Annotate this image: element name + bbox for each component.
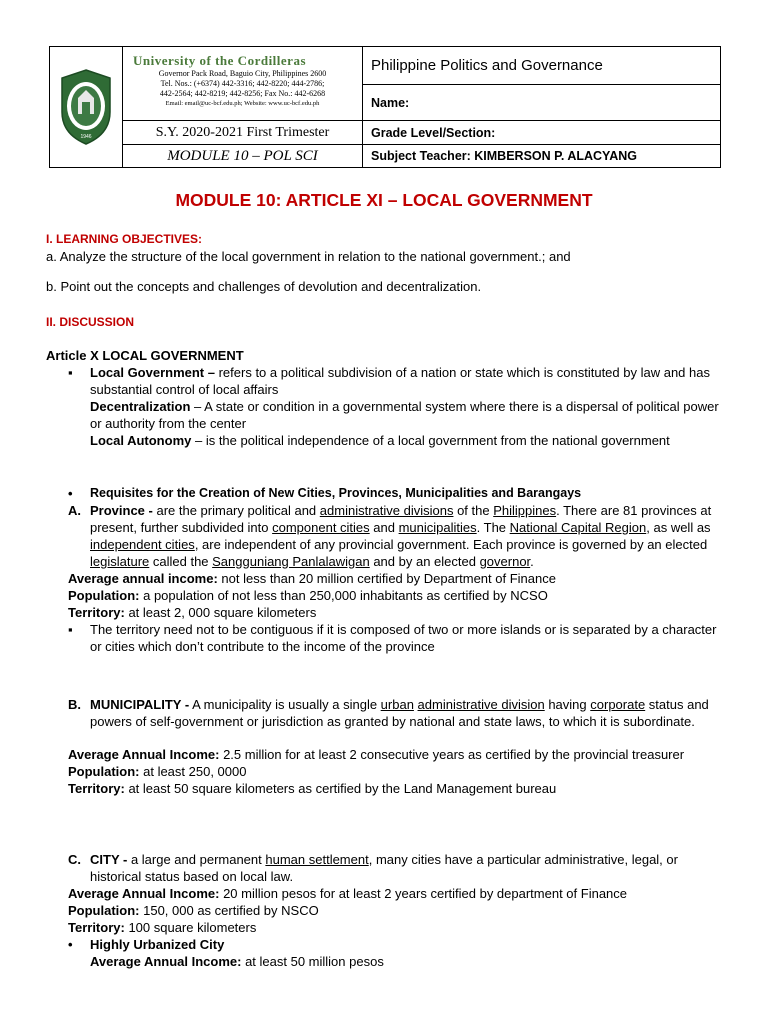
svg-text:1946: 1946 — [80, 134, 92, 140]
list-marker: C. — [68, 852, 81, 867]
municipality-description — [90, 696, 726, 730]
list-item — [46, 502, 726, 570]
grade-section-field[interactable]: Grade Level/Section: — [363, 121, 720, 145]
term: CITY - — [90, 852, 128, 867]
link-philippines[interactable]: Philippines — [493, 503, 557, 518]
list-item — [46, 936, 726, 953]
link-component-cities[interactable]: component cities — [272, 520, 370, 535]
municipality-population — [46, 763, 726, 780]
value: 150, 000 as certified by NSCO — [139, 903, 319, 918]
term: MUNICIPALITY - — [90, 697, 190, 712]
definition-local-autonomy — [90, 432, 726, 449]
link-urban[interactable]: urban — [380, 697, 414, 712]
text: , many cities have a particular administrative, legal, or historical status based on local law. — [90, 852, 678, 884]
square-bullet-icon: ▪ — [68, 365, 73, 380]
link-municipalities[interactable]: municipalities — [398, 520, 477, 535]
value: at least 50 square kilometers as certified by the Land Management bureau — [124, 781, 557, 796]
huc-income — [46, 953, 726, 970]
university-tel: Tel. Nos.: (+6374) 442-3316; 442-8220; 444-2786; — [160, 79, 325, 88]
university-name — [129, 53, 356, 69]
objective-b: b. Point out the concepts and challenges of devolution and decentralization. — [46, 279, 482, 294]
objectives-section — [46, 231, 726, 265]
university-email: Email: email@uc-bcf.edu.ph; Website: www.uc-bcf.edu.ph — [165, 100, 320, 107]
text: and — [369, 520, 399, 535]
text: and by an elected — [369, 554, 480, 569]
text: . The — [476, 520, 510, 535]
list-marker: A. — [68, 503, 81, 518]
term: Local Autonomy — [90, 433, 192, 448]
university-tel-2: 442-2564; 442-8219; 442-8256; Fax No.: 442-6268 — [159, 89, 326, 98]
label: Territory: — [68, 920, 125, 935]
list-item — [46, 485, 726, 502]
subject-teacher: Subject Teacher: KIMBERSON P. ALACYANG — [371, 149, 638, 163]
text: . There are 81 provinces at present, further subdivided into — [90, 503, 712, 535]
value: 2.5 million for at least 2 consecutive years as certified by the provincial treasurer — [219, 747, 685, 762]
info-column — [363, 47, 720, 167]
definition: – A state or condition in a governmental system where there is a dispersal of political power or authority from the center — [90, 399, 719, 431]
text: A municipality is usually a single — [189, 697, 381, 712]
text: called the — [149, 554, 213, 569]
value: 100 square kilometers — [124, 920, 257, 935]
university-seal-logo — [58, 68, 114, 146]
city-description — [90, 851, 726, 885]
value: at least 250, 0000 — [139, 764, 247, 779]
name-field[interactable]: Name: — [363, 85, 720, 121]
link-independent-cities[interactable]: independent cities — [90, 537, 195, 552]
round-bullet-icon: • — [68, 486, 73, 501]
value: 20 million pesos for at least 2 years certified by department of Finance — [219, 886, 628, 901]
term: Local Government – — [90, 365, 215, 380]
article-heading: Article X LOCAL GOVERNMENT — [46, 348, 244, 363]
link-administrative-divisions[interactable]: administrative divisions — [319, 503, 454, 518]
definition-decentralization — [90, 398, 726, 432]
link-human-settlement[interactable]: human settlement — [265, 852, 369, 867]
university-block — [123, 47, 362, 121]
list-item — [46, 621, 726, 655]
city-population — [46, 902, 726, 919]
list-marker: B. — [68, 697, 81, 712]
text: . — [530, 554, 534, 569]
link-sangguniang-panlalawigan[interactable]: Sangguniang Panlalawigan — [212, 554, 370, 569]
objective-a: a. Analyze the structure of the local government in relation to the national government.; and — [46, 249, 571, 264]
header-table — [49, 46, 721, 168]
value: not less than 20 million certified by Department of Finance — [217, 571, 556, 586]
definition-local-government — [90, 364, 726, 398]
province-description — [90, 502, 726, 570]
round-bullet-icon: • — [68, 937, 73, 952]
city-section — [46, 851, 726, 970]
municipality-section — [46, 696, 726, 797]
requisites-heading: Requisites for the Creation of New Cities, Provinces, Municipalities and Barangays — [90, 486, 582, 500]
municipality-income — [46, 746, 726, 763]
text: , as well as — [646, 520, 711, 535]
logo-cell — [50, 47, 123, 167]
label: Average Annual Income: — [68, 747, 220, 762]
definition: refers to a political subdivision of a nation or state which is constituted by law and has substantial control of local affairs — [90, 365, 710, 397]
text: , are independent of any provincial government. Each province is governed by an elected — [194, 537, 708, 552]
text: are the primary political and — [152, 503, 320, 518]
label: Population: — [68, 903, 140, 918]
school-year: S.Y. 2020-2021 First Trimester — [123, 121, 362, 145]
city-income — [46, 885, 726, 902]
university-address: Governor Pack Road, Baguio City, Philippines 2600 — [158, 69, 327, 78]
text: of the — [453, 503, 494, 518]
label: Population: — [68, 764, 140, 779]
square-bullet-icon: ▪ — [68, 622, 73, 637]
province-population — [46, 587, 726, 604]
link-legislature[interactable]: legislature — [90, 554, 150, 569]
objectives-heading: I. LEARNING OBJECTIVES: — [46, 232, 203, 246]
term: Province - — [90, 503, 153, 518]
label: Average Annual Income: — [68, 886, 220, 901]
value: a population of not less than 250,000 inhabitants as certified by NCSO — [139, 588, 548, 603]
label: Population: — [68, 588, 140, 603]
province-income — [46, 570, 726, 587]
value: at least 50 million pesos — [241, 954, 384, 969]
territory-note: The territory need not to be contiguous if it is composed of two or more islands or is separated by a character or cities which don’t contribute to the income of the province — [90, 622, 717, 654]
link-national-capital-region[interactable]: National Capital Region — [509, 520, 647, 535]
discussion-section — [46, 347, 726, 449]
link-governor[interactable]: governor — [479, 554, 531, 569]
module-title: MODULE 10: ARTICLE XI – LOCAL GOVERNMENT — [175, 190, 593, 210]
definition: – is the political independence of a local government from the national government — [191, 433, 670, 448]
province-territory — [46, 604, 726, 621]
university-name-text: University of the Cordilleras — [133, 53, 307, 68]
discussion-heading: II. DISCUSSION — [46, 315, 135, 329]
label: Average Annual Income: — [90, 954, 242, 969]
term: Decentralization — [90, 399, 191, 414]
municipality-territory — [46, 780, 726, 797]
module-label: MODULE 10 – POL SCI — [167, 147, 318, 164]
text: a large and permanent — [127, 852, 266, 867]
highly-urbanized-city-heading: Highly Urbanized City — [90, 937, 225, 952]
label: Territory: — [68, 605, 125, 620]
list-item — [46, 851, 726, 885]
value: at least 2, 000 square kilometers — [124, 605, 317, 620]
course-title: Philippine Politics and Governance — [363, 47, 720, 85]
label: Territory: — [68, 781, 125, 796]
list-item — [46, 696, 726, 730]
list-item — [46, 364, 726, 449]
province-section — [46, 485, 726, 655]
link-administrative-division[interactable]: administrative division — [417, 697, 545, 712]
text: status and powers of self-government or jurisdiction as granted by national and state laws, to which it is subordinate. — [90, 697, 709, 729]
label: Average annual income: — [68, 571, 218, 586]
city-territory — [46, 919, 726, 936]
university-column — [123, 47, 363, 167]
text: having — [544, 697, 591, 712]
link-corporate[interactable]: corporate — [590, 697, 646, 712]
